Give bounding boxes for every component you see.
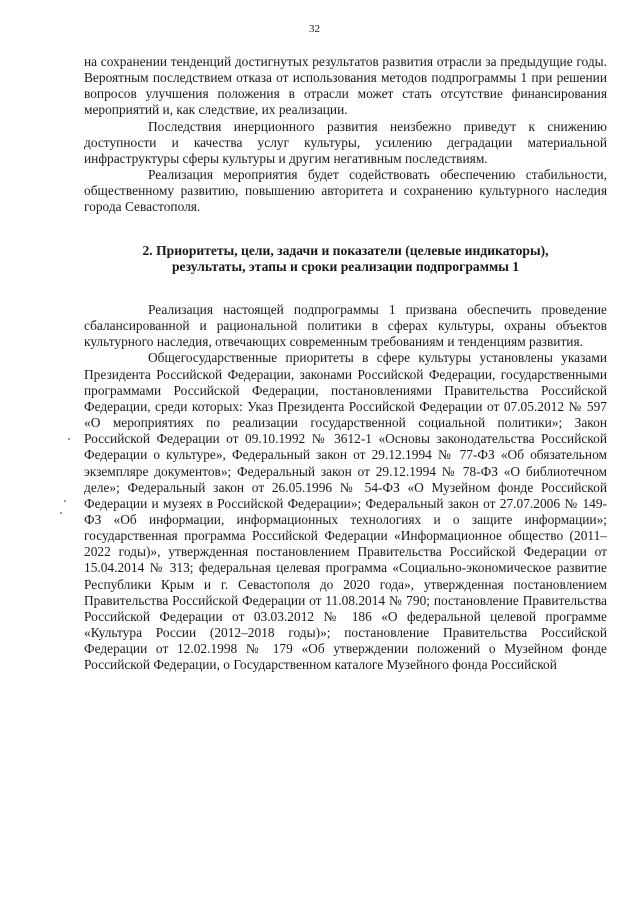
paragraph: Последствия инерционного развития неизбежно приведут к снижению доступности и качества услуг культуры, усилению деградации материальной инфраструктуры сферы культуры и другим негативным последствиям.	[84, 118, 607, 166]
paragraph: на сохранении тенденций достигнутых результатов развития отрасли за предыдущие годы. Вероятным последствием отказа от использования методов подпрограммы 1 при решении вопросов улучшения положения в отрасли может стать отсутствие финансирования мероприятий и, как следствие, их реализации.	[84, 54, 607, 118]
section-heading: 2. Приоритеты, цели, задачи и показатели (целевые индикаторы), результаты, этапы и сроки реализации подпрограммы 1	[142, 242, 549, 274]
scan-artifact	[60, 512, 62, 514]
paragraph: Общегосударственные приоритеты в сфере культуры установлены указами Президента Российской Федерации, законами Российской Федерации, государственными программами Российской Федерации, постановлениями Правительства Российской Федерации, среди которых: Указ Президента Российской Федерации от 07.05.2012 № 597 «О мероприятиях по реализации государственной социальной политики»; Закон Российской Федерации от 09.10.1992 № 3612-1 «Основы законодательства Российской Федерации о культуре», Федеральный закон от 29.12.1994 № 77-ФЗ «Об обязательном экземпляре документов»; Федеральный закон от 29.12.1994 № 78-ФЗ «О библиотечном деле»; Федеральный закон от 26.05.1996 № 54-ФЗ «О Музейном фонде Российской Федерации и музеях в Российской Федерации»; Федеральный закон от 27.07.2006 № 149-ФЗ «Об информации, информационных технологиях и о защите информации»; государственная программа Российской Федерации «Информационное общество (2011–2022 годы)», утвержденная постановлением Правительства Российской Федерации от 15.04.2014 № 313; федеральная целевая программа «Социально-экономическое развитие Республики Крым и г. Севастополя до 2020 года», утвержденная постановлением Правительства Российской Федерации от 11.08.2014 № 790; постановление Правительства Российской Федерации от 03.03.2012 № 186 «О федеральной целевой программе «Культура России (2012–2018 годы)»; постановление Правительства Российской Федерации от 12.02.1998 № 179 «Об утверждении положений о Музейном фонде Российской Федерации, о Государственном каталоге Музейного фонда Российской	[84, 350, 607, 673]
paragraph: Реализация настоящей подпрограммы 1 призвана обеспечить проведение сбалансированной и рациональной политики в сферах культуры, охраны объектов культурного наследия, отвечающих современным требованиям и тенденциям развития.	[84, 301, 607, 350]
page-number: 32	[309, 23, 320, 35]
scan-artifact	[64, 500, 66, 502]
document-body	[84, 54, 607, 674]
scan-artifact	[68, 438, 70, 440]
paragraph: Реализация мероприятия будет содействовать обеспечению стабильности, общественному развитию, повышению авторитета и сохранению культурного наследия города Севастополя.	[84, 167, 607, 215]
